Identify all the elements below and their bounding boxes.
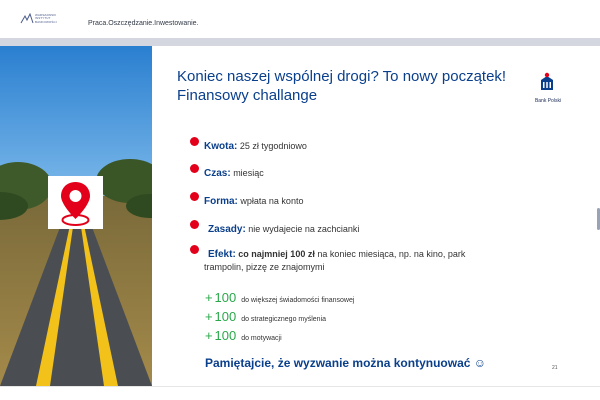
item-label: Czas:: [204, 168, 231, 179]
institute-logo-icon: [20, 13, 34, 25]
item-bold-text: co najmniej 100 zł: [235, 249, 315, 259]
bonus-line: [205, 309, 326, 324]
closing-message: Pamiętajcie, że wyzwanie można kontynuować ☺: [205, 356, 487, 370]
bonus-text: do strategicznego myślenia: [241, 316, 327, 323]
bonus-text: do większej świadomości finansowej: [241, 297, 355, 304]
bonus-number: 100: [214, 290, 237, 305]
bank-name: Bank Polski: [534, 98, 562, 104]
slide-title-line2: Finansowy challange: [177, 87, 318, 104]
bonus-line: [205, 290, 354, 305]
bullet-icon: [190, 220, 199, 229]
pko-logo-icon: [539, 72, 555, 92]
slide-title: [177, 67, 517, 105]
bonus-line: [205, 328, 282, 343]
bonus-plus: +: [205, 328, 213, 343]
location-pin-badge: [48, 176, 103, 229]
header-tagline: Praca.Oszczędzanie.Inwestowanie.: [88, 20, 199, 27]
bonus-number: 100: [214, 328, 237, 343]
bonus-plus: +: [205, 309, 213, 324]
bank-brand: [532, 72, 562, 112]
item-text-line2: trampolin, pizzę ze znajomymi: [204, 262, 325, 272]
bullet-icon: [190, 192, 199, 201]
item-label: Zasady:: [208, 224, 246, 235]
page-number: 21: [552, 365, 558, 371]
bonus-text: do motywacji: [241, 335, 282, 342]
item-text: miesiąc: [230, 168, 264, 178]
bonus-plus: +: [205, 290, 213, 305]
item-text: nie wydajecie na zachcianki: [245, 224, 360, 234]
item-text: wpłata na konto: [237, 196, 304, 206]
bullet-icon: [190, 245, 199, 254]
bullet-icon: [190, 164, 199, 173]
item-label: Kwota:: [204, 141, 238, 152]
institute-logo-text: WARSZAWSKI INSTYTUT BANKOWOŚCI: [35, 13, 57, 24]
divider-bar: [0, 38, 600, 46]
bottom-strip: [0, 386, 600, 400]
institute-logo: [20, 13, 68, 31]
item-label: Efekt:: [208, 249, 236, 260]
location-pin-icon: [48, 176, 103, 229]
item-label: Forma:: [204, 196, 238, 207]
bonus-number: 100: [214, 309, 237, 324]
slide-title-line1: Koniec naszej wspólnej drogi? To nowy początek!: [177, 68, 507, 85]
item-text: na koniec miesiąca, np. na kino, park: [314, 249, 466, 259]
bullet-icon: [190, 137, 199, 146]
top-bar: [0, 0, 600, 38]
item-text: 25 zł tygodniowo: [237, 141, 307, 151]
